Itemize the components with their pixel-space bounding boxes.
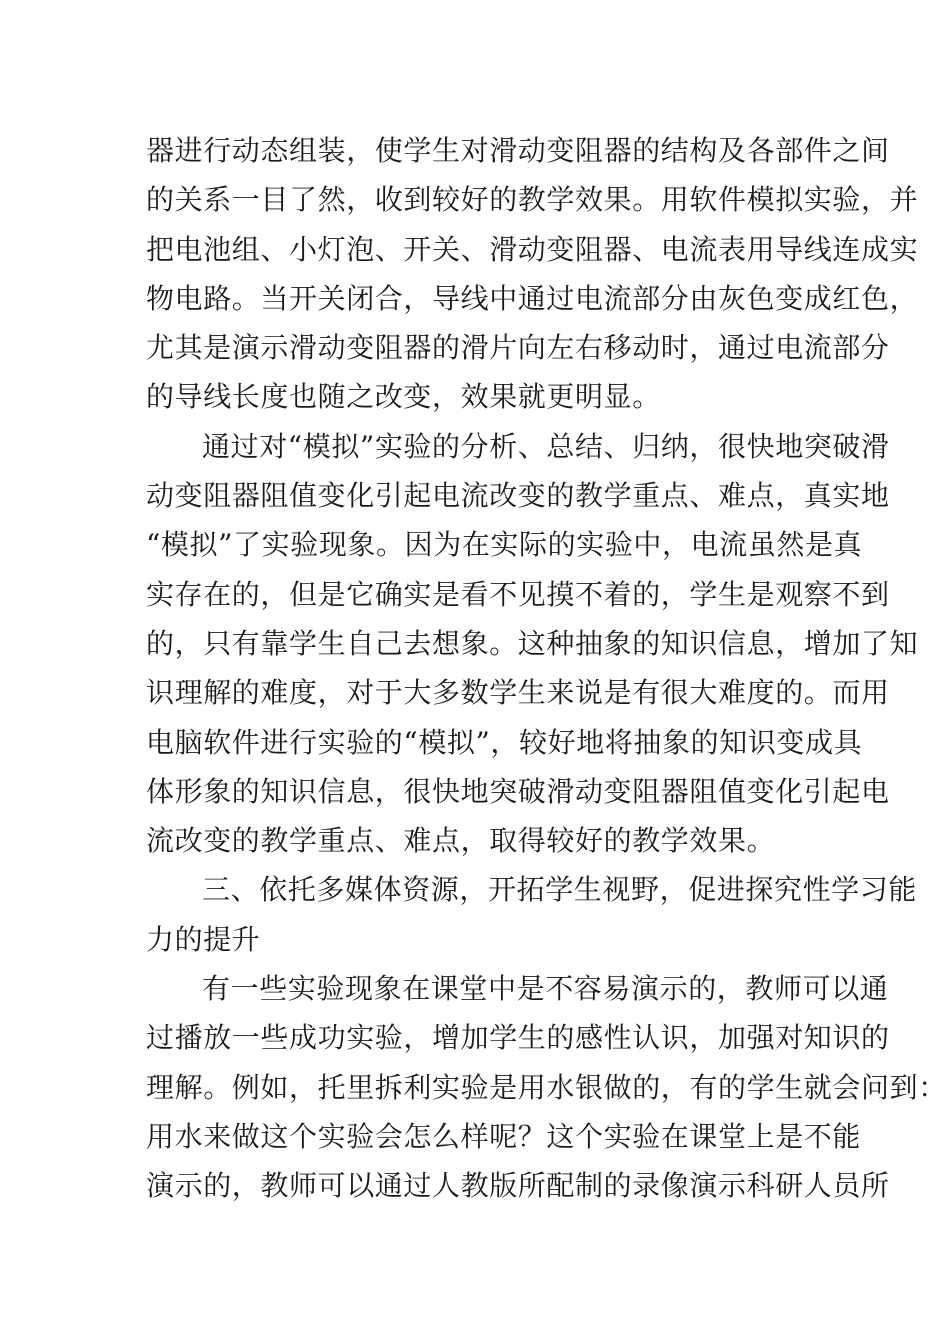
text-line: 器进行动态组装，使学生对滑动变阻器的结构及各部件之间 [146, 134, 890, 167]
text-line: 的，只有靠学生自己去想象。这种抽象的知识信息，增加了知 [146, 626, 919, 660]
paragraph [146, 964, 947, 1210]
text-line: 体形象的知识信息，很快地突破滑动变阻器阻值变化引起电 [146, 774, 890, 808]
text-line: 过播放一些成功实验，增加学生的感性认识，加强对知识的 [146, 1021, 890, 1055]
text-line: 的导线长度也随之改变，效果就更明显。 [146, 380, 661, 414]
body-text [146, 126, 947, 1211]
paragraph [146, 126, 919, 422]
text-line: 识理解的难度，对于大多数学生来说是有很大难度的。而用 [146, 676, 890, 710]
text-line: 尤其是演示滑动变阻器的滑片向左右移动时，通过电流部分 [146, 331, 890, 365]
paragraph [146, 422, 919, 866]
text-line: 把电池组、小灯泡、开关、滑动变阻器、电流表用导线连成实 [146, 232, 919, 266]
text-line: 流改变的教学重点、难点，取得较好的教学效果。 [146, 824, 776, 858]
text-line: 理解。例如，托里拆利实验是用水银做的，有的学生就会问到： [146, 1070, 947, 1104]
heading-line: 力的提升 [146, 922, 261, 956]
text-line: “模拟”了实验现象。因为在实际的实验中，电流虽然是真 [146, 528, 863, 562]
text-line: 实存在的，但是它确实是看不见摸不着的，学生是观察不到 [146, 577, 890, 611]
text-line: 演示的，教师可以通过人教版所配制的录像演示科研人员所 [146, 1169, 890, 1203]
text-line: 动变阻器阻值变化引起电流改变的教学重点、难点，真实地 [146, 479, 890, 513]
text-line: 有一些实验现象在课堂中是不容易演示的，教师可以通 [202, 972, 889, 1006]
section-heading [146, 865, 918, 964]
text-line: 物电路。当开关闭合，导线中通过电流部分由灰色变成红色， [146, 281, 919, 315]
text-line: 通过对“模拟”实验的分析、总结、归纳，很快地突破滑 [202, 429, 890, 463]
text-line: 电脑软件进行实验的“模拟”，较好地将抽象的知识变成具 [146, 725, 863, 759]
text-line: 用水来做这个实验会怎么样呢？这个实验在课堂上是不能 [146, 1119, 862, 1153]
heading-line: 三、依托多媒体资源，开拓学生视野，促进探究性学习能 [202, 873, 918, 907]
text-line: 的关系一目了然，收到较好的教学效果。用软件模拟实验，并 [146, 183, 919, 217]
